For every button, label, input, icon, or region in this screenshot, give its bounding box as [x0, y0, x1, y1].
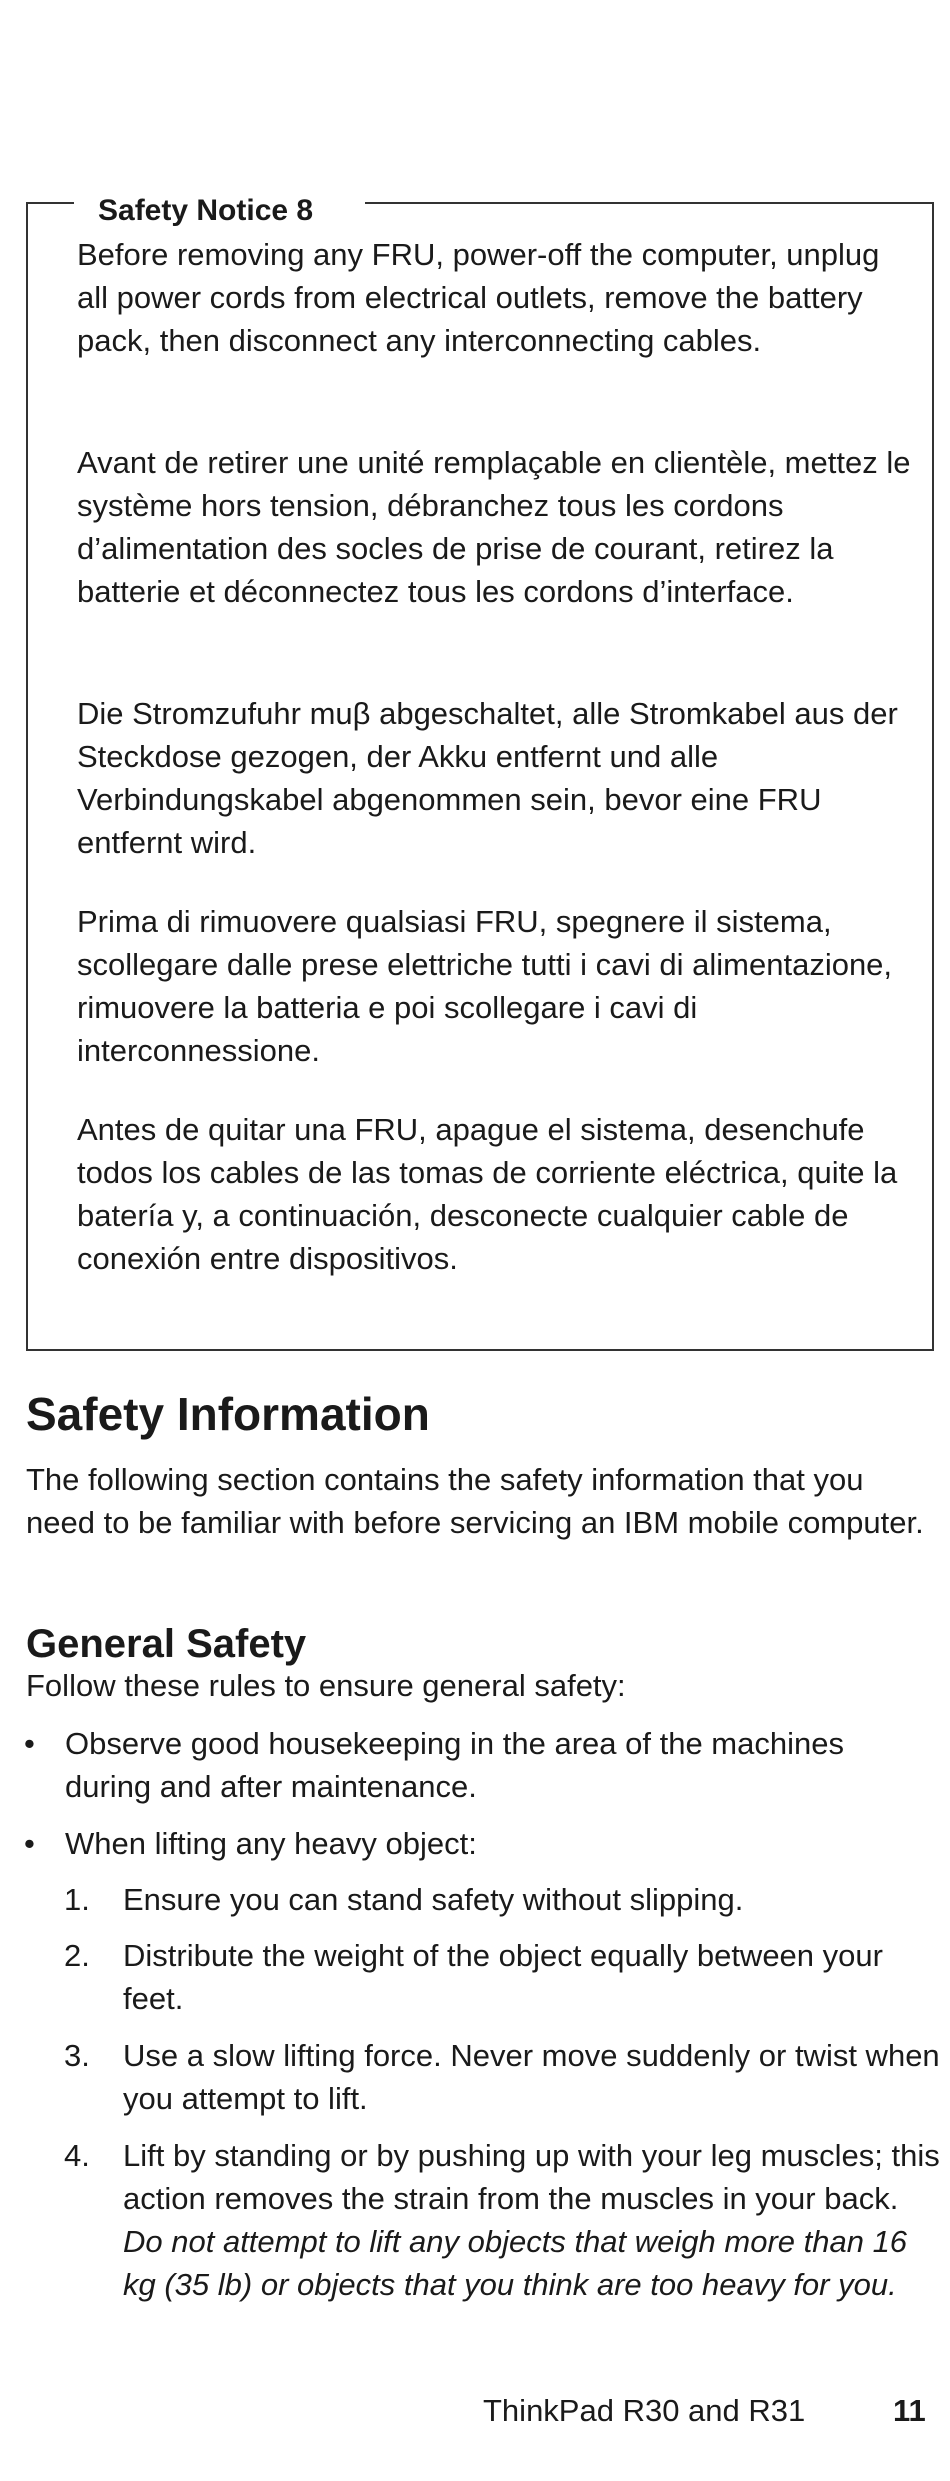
footer-title: ThinkPad R30 and R31	[483, 2393, 806, 2428]
safety-notice-english: Before removing any FRU, power-off the computer, unplug all power cords from electrical outlets, remove the battery pack, then disconnect any interconnecting cables.	[77, 237, 880, 358]
general-safety-intro: Follow these rules to ensure general safety:	[26, 1668, 626, 1703]
bullet-marker: •	[24, 1826, 35, 1861]
step-text: Lift by standing or by pushing up with your leg muscles; this action removes the strain from the muscles in your back.	[123, 2138, 940, 2216]
general-safety-heading: General Safety	[26, 1622, 307, 1666]
step-text: Distribute the weight of the object equally between your feet.	[123, 1938, 883, 2016]
weight-warning: Do not attempt to lift any objects that weigh more than 16 kg (35 lb) or objects that you think are too heavy for you.	[123, 2224, 908, 2302]
step-text-lift-technique	[123, 2134, 945, 2306]
step-number: 1.	[64, 1882, 90, 1917]
safety-notice-border-right	[365, 202, 934, 204]
safety-notice-german: Die Stromzufuhr muβ abgeschaltet, alle Stromkabel aus der Steckdose gezogen, der Akku entfernt und alle Verbindungskabel abgenommen sein, bevor eine FRU entfernt wird.	[77, 696, 898, 860]
bullet-marker: •	[24, 1726, 35, 1761]
step-text: Use a slow lifting force. Never move suddenly or twist when you attempt to lift.	[123, 2038, 940, 2116]
step-number: 2.	[64, 1938, 90, 1973]
step-text: Ensure you can stand safety without slipping.	[123, 1882, 744, 1917]
bullet-lifting: When lifting any heavy object:	[65, 1826, 477, 1861]
step-number: 4.	[64, 2138, 90, 2173]
safety-notice-border-left	[26, 202, 74, 204]
safety-information-heading: Safety Information	[26, 1388, 430, 1440]
safety-notice-spanish: Antes de quitar una FRU, apague el sistema, desenchufe todos los cables de las tomas de corriente eléctrica, quite la batería y, a continuación, desconecte cualquier cable de conexión entre dispositivos.	[77, 1112, 898, 1276]
safety-notice-title: Safety Notice 8	[98, 194, 314, 227]
safety-information-intro: The following section contains the safety information that you need to be familiar with before servicing an IBM mobile computer.	[26, 1462, 924, 1540]
safety-notice-italian: Prima di rimuovere qualsiasi FRU, spegnere il sistema, scollegare dalle prese elettriche tutti i cavi di alimentazione, rimuovere la batteria e poi scollegare i cavi di interconnessione.	[77, 904, 893, 1068]
bullet-housekeeping: Observe good housekeeping in the area of the machines during and after maintenance.	[65, 1726, 844, 1804]
safety-notice-french: Avant de retirer une unité remplaçable en clientèle, mettez le système hors tension, débranchez tous les cordons d’alimentation des socles de prise de courant, retirez la batterie et déconnectez tous les cordons d’interface.	[77, 445, 911, 609]
step-number: 3.	[64, 2038, 90, 2073]
page-number: 11	[893, 2393, 926, 2428]
